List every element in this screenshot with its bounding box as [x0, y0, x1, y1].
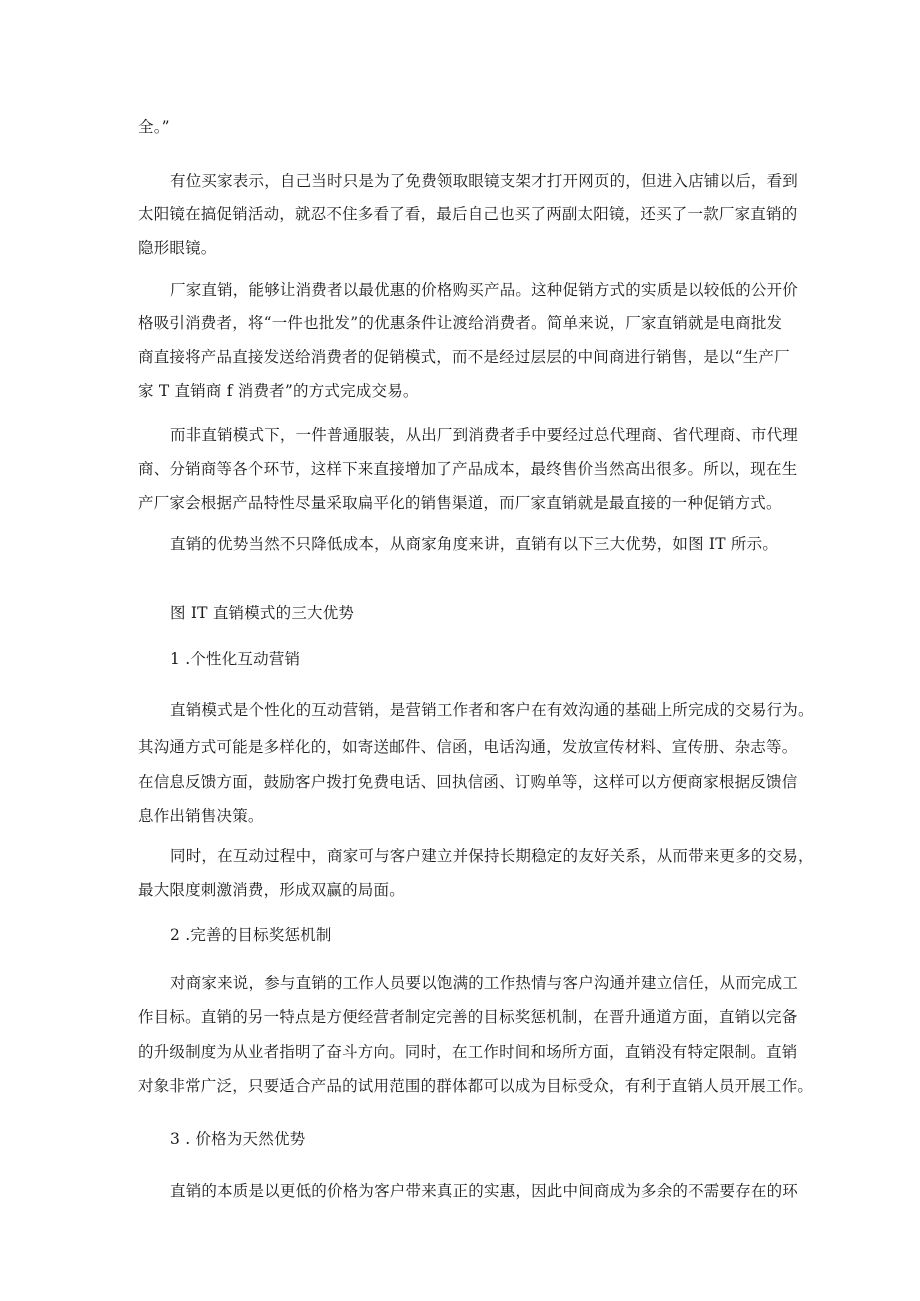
text-line: 其沟通方式可能是多样化的，如寄送邮件、信函，电话沟通，发放宣传材料、宣传册、杂志等。	[138, 738, 798, 756]
text-line: 隐形眼镜。	[138, 239, 217, 257]
text-line: 在信息反馈方面，鼓励客户拨打免费电话、回执信函、订购单等，这样可以方便商家根据反馈信	[138, 773, 798, 791]
text-line: 的升级制度为从业者指明了奋斗方向。同时，在工作时间和场所方面，直销没有特定限制。直销	[138, 1043, 798, 1061]
paragraph-first-line: 而非直销模式下，一件普通服装，从出厂到消费者手中要经过总代理商、省代理商、市代理	[170, 426, 799, 444]
section-heading: 1 .个性化互动营销	[170, 650, 301, 668]
text-line: 家 T 直销商 f 消费者”的方式完成交易。	[138, 382, 419, 400]
paragraph-first-line: 同时，在互动过程中，商家可与客户建立并保持长期稳定的友好关系，从而带来更多的交易，	[170, 847, 814, 865]
text-line: 对象非常广泛，只要适合产品的试用范围的群体都可以成为目标受众，有利于直销人员开展工作。	[138, 1077, 814, 1095]
text-line: 格吸引消费者，将“一件也批发”的优惠条件让渡给消费者。简单来说，厂家直销就是电商批发	[138, 314, 783, 332]
section-heading: 3 . 价格为天然优势	[170, 1130, 306, 1148]
text-line: 产厂家会根据产品特性尽量采取扁平化的销售渠道，而厂家直销就是最直接的一种促销方式。	[138, 494, 782, 512]
text-line: 全。”	[138, 118, 170, 136]
section-heading: 2 .完善的目标奖惩机制	[170, 926, 332, 944]
text-line: 作目标。直销的另一特点是方便经营者制定完善的目标奖惩机制，在晋升通道方面，直销以完备	[138, 1008, 798, 1026]
paragraph-first-line: 对商家来说，参与直销的工作人员要以饱满的工作热情与客户沟通并建立信任，从而完成工	[170, 974, 799, 992]
text-line: 最大限度刺激消费，形成双赢的局面。	[138, 881, 405, 899]
paragraph-first-line: 厂家直销，能够让消费者以最优惠的价格购买产品。这种促销方式的实质是以较低的公开价	[170, 281, 799, 299]
text-line: 息作出销售决策。	[138, 807, 264, 825]
paragraph-first-line: 有位买家表示，自己当时只是为了免费领取眼镜支架才打开网页的，但进入店铺以后，看到	[170, 172, 799, 190]
text-line: 商直接将产品直接发送给消费者的促销模式，而不是经过层层的中间商进行销售，是以“生产厂	[138, 348, 790, 366]
text-line: 商、分销商等各个环节，这样下来直接增加了产品成本，最终售价当然高出很多。所以，现在生	[138, 460, 798, 478]
text-line: 太阳镜在搞促销活动，就忍不住多看了看，最后自己也买了两副太阳镜，还买了一款厂家直销的	[138, 205, 798, 223]
paragraph-first-line: 直销模式是个性化的互动营销，是营销工作者和客户在有效沟通的基础上所完成的交易行为。	[170, 701, 814, 719]
paragraph-first-line: 直销的本质是以更低的价格为客户带来真正的实惠，因此中间商成为多余的不需要存在的环	[170, 1182, 799, 1200]
figure-caption: 图 IT 直销模式的三大优势	[170, 604, 355, 622]
paragraph-first-line: 直销的优势当然不只降低成本，从商家角度来讲，直销有以下三大优势，如图 IT 所示。	[170, 535, 779, 553]
